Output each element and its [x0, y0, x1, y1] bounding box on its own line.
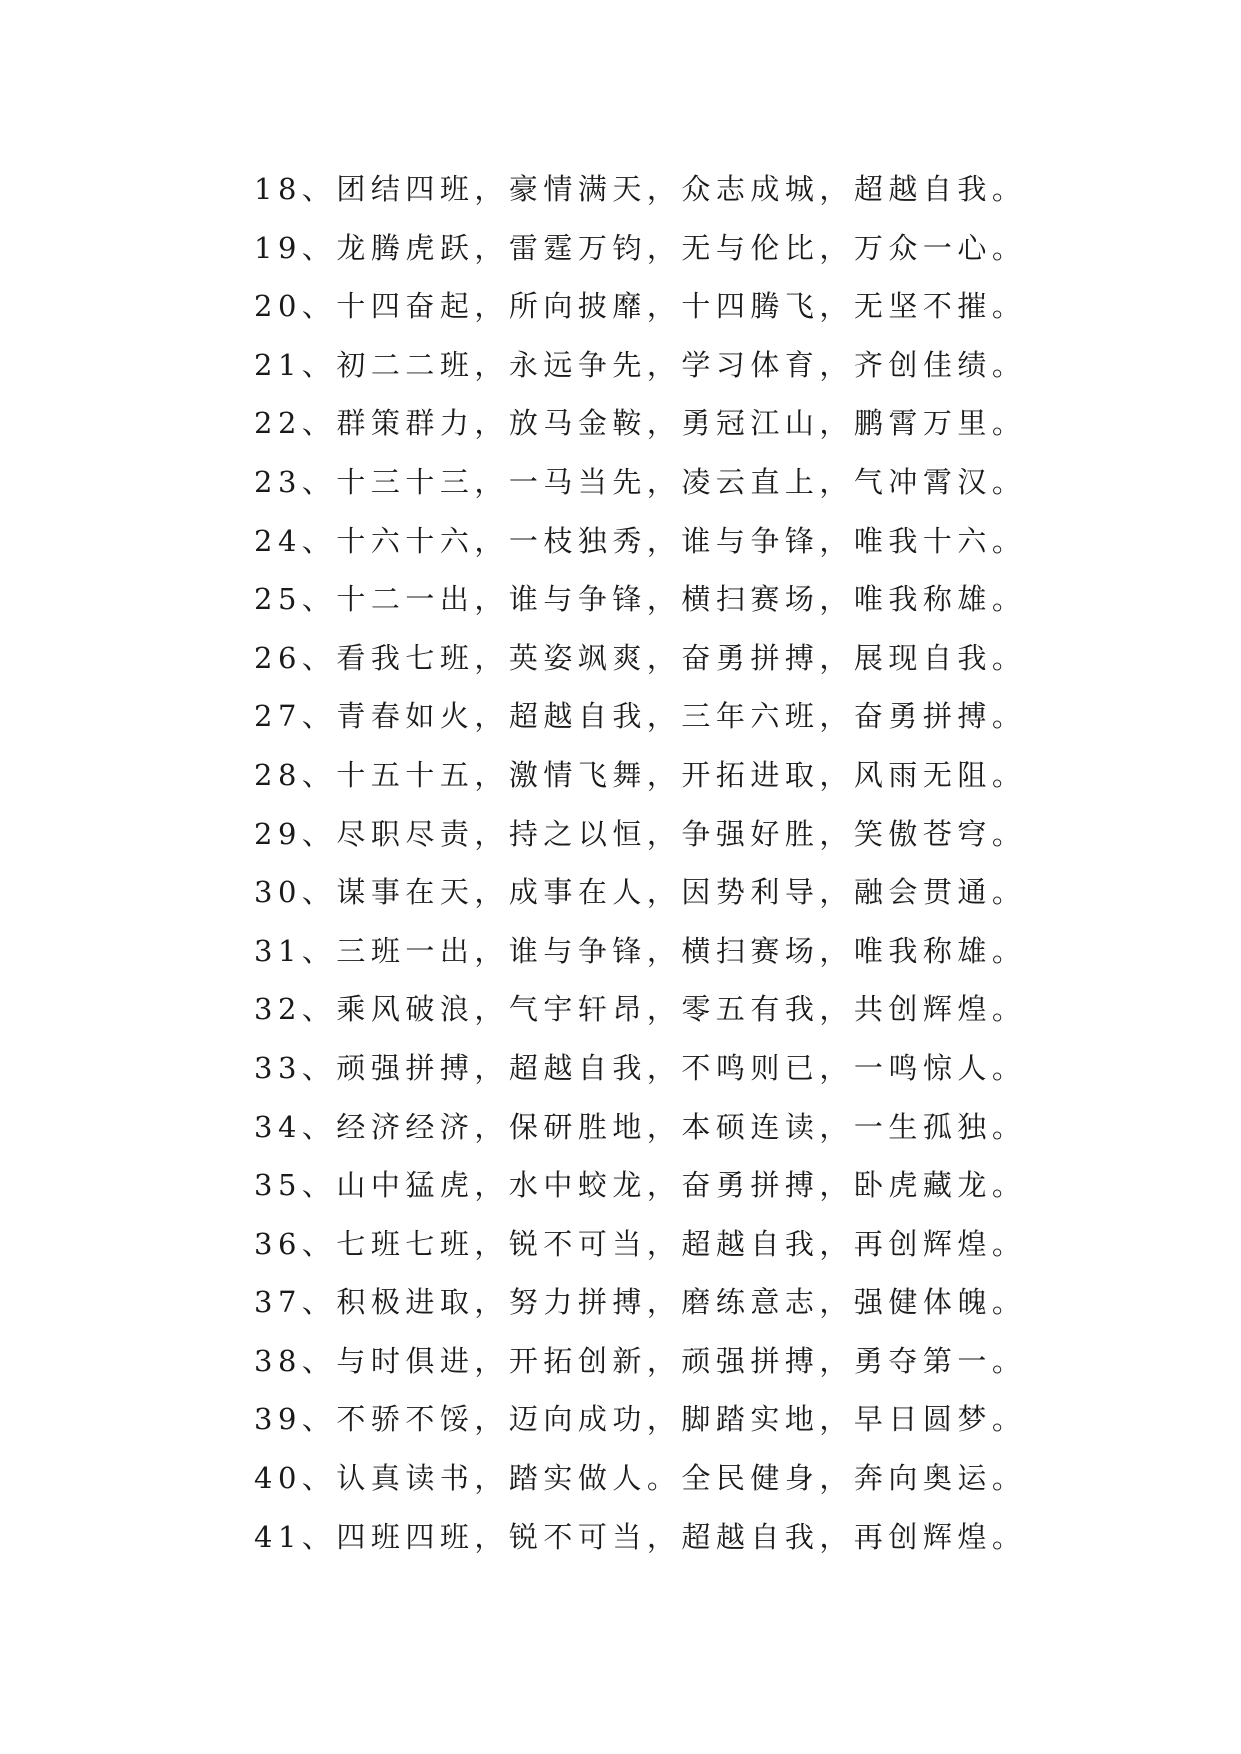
slogan-line: 38、与时俱进，开拓创新，顽强拼搏，勇夺第一。: [254, 1343, 1027, 1378]
slogan-line: 22、群策群力，放马金鞍，勇冠江山，鹏霄万里。: [254, 406, 1027, 441]
slogan-line: 27、青春如火，超越自我，三年六班，奋勇拼搏。: [254, 699, 1027, 734]
slogan-line: 28、十五十五，激情飞舞，开拓进取，风雨无阻。: [254, 757, 1027, 792]
slogan-line: 35、山中猛虎，水中蛟龙，奋勇拼搏，卧虎藏龙。: [254, 1168, 1027, 1203]
slogan-line: 29、尽职尽责，持之以恒，争强好胜，笑傲苍穹。: [254, 816, 1027, 851]
slogan-line: 20、十四奋起，所向披靡，十四腾飞，无坚不摧。: [254, 289, 1027, 324]
slogan-line: 41、四班四班，锐不可当，超越自我，再创辉煌。: [254, 1519, 1027, 1554]
slogan-list: [254, 160, 1027, 1566]
slogan-line: 40、认真读书，踏实做人。全民健身，奔向奥运。: [254, 1461, 1027, 1496]
slogan-line: 19、龙腾虎跃，雷霆万钧，无与伦比，万众一心。: [254, 230, 1027, 265]
slogan-line: 23、十三十三，一马当先，凌云直上，气冲霄汉。: [254, 464, 1027, 499]
slogan-line: 30、谋事在天，成事在人，因势利导，融会贯通。: [254, 875, 1027, 910]
slogan-line: 21、初二二班，永远争先，学习体育，齐创佳绩。: [254, 347, 1027, 382]
slogan-line: 25、十二一出，谁与争锋，横扫赛场，唯我称雄。: [254, 582, 1027, 617]
slogan-line: 24、十六十六，一枝独秀，谁与争锋，唯我十六。: [254, 523, 1027, 558]
slogan-line: 34、经济经济，保研胜地，本硕连读，一生孤独。: [254, 1109, 1027, 1144]
slogan-line: 33、顽强拼搏，超越自我，不鸣则已，一鸣惊人。: [254, 1050, 1027, 1085]
slogan-line: 18、团结四班，豪情满天，众志成城，超越自我。: [254, 172, 1027, 206]
slogan-line: 26、看我七班，英姿飒爽，奋勇拼搏，展现自我。: [254, 640, 1027, 675]
slogan-line: 32、乘风破浪，气宇轩昂，零五有我，共创辉煌。: [254, 992, 1027, 1027]
slogan-line: 37、积极进取，努力拼搏，磨练意志，强健体魄。: [254, 1285, 1027, 1320]
slogan-line: 36、七班七班，锐不可当，超越自我，再创辉煌。: [254, 1226, 1027, 1261]
slogan-line: 31、三班一出，谁与争锋，横扫赛场，唯我称雄。: [254, 933, 1027, 968]
slogan-line: 39、不骄不馁，迈向成功，脚踏实地，早日圆梦。: [254, 1402, 1027, 1437]
